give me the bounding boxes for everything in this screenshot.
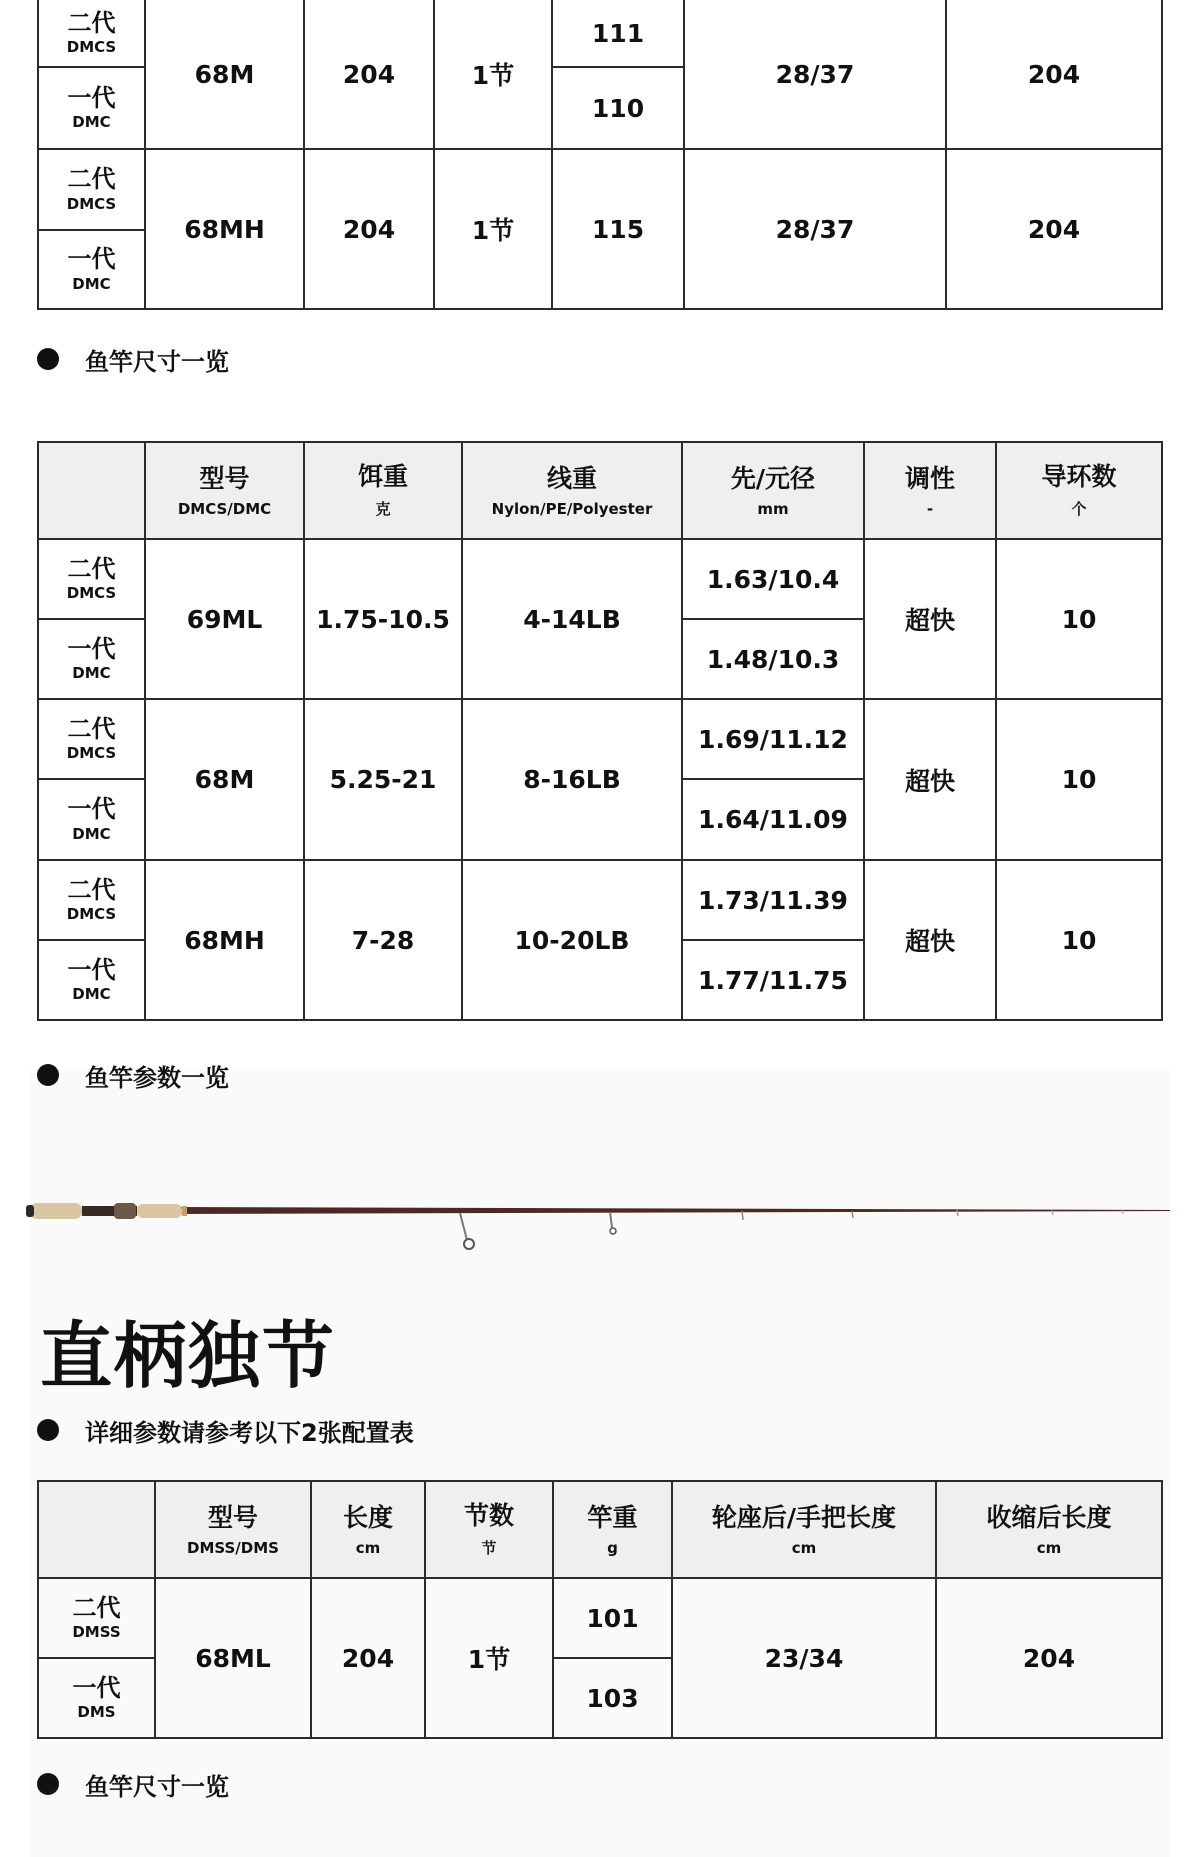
gen-cell: 一代 DMC: [38, 779, 145, 860]
sections-cell: 1节: [434, 149, 552, 309]
gen-cell: 一代 DMS: [38, 1658, 155, 1738]
diameter-cell: 1.69/11.12: [682, 699, 864, 779]
bullet-dot-icon: [37, 1419, 59, 1441]
header-cell: 调性 -: [864, 442, 996, 539]
gen-cell: 二代 DMCS: [38, 0, 145, 67]
action-cell: 超快: [864, 860, 996, 1020]
guides-cell: 10: [996, 539, 1162, 699]
length-cell: 204: [304, 149, 434, 309]
table-header-row: [38, 442, 1162, 539]
bullet-config-note: 详细参数请参考以下2张配置表: [37, 1414, 414, 1446]
action-cell: 超快: [864, 539, 996, 699]
action-cell: 超快: [864, 699, 996, 860]
closed-length-cell: 204: [946, 149, 1162, 309]
bullet-dot-icon: [37, 348, 59, 370]
gen-cell: 一代 DMC: [38, 67, 145, 149]
header-cell: 型号 DMCS/DMC: [145, 442, 304, 539]
closed-length-cell: 204: [946, 0, 1162, 149]
bullet-dot-icon: [37, 1064, 59, 1086]
length-cell: 204: [311, 1578, 425, 1738]
header-blank-cell: [38, 1481, 155, 1578]
length-cell: 204: [304, 0, 434, 149]
diameter-cell: 1.48/10.3: [682, 619, 864, 699]
weight-cell: 110: [552, 67, 684, 149]
diameter-cell: 1.77/11.75: [682, 940, 864, 1020]
lure-weight-cell: 5.25-21: [304, 699, 462, 860]
line-weight-cell: 10-20LB: [462, 860, 682, 1020]
section-title: 直柄独节: [40, 1313, 337, 1398]
straight-handle-size-table: [37, 1480, 1163, 1739]
table-row: [38, 699, 1162, 779]
guides-cell: 10: [996, 699, 1162, 860]
bullet-rod-size-2: 鱼竿尺寸一览: [37, 1768, 229, 1800]
rod-size-table-partial: [37, 0, 1163, 310]
model-cell: 68MH: [145, 860, 304, 1020]
model-cell: 68M: [145, 699, 304, 860]
seat-handle-cell: 23/34: [672, 1578, 936, 1738]
bullet-dot-icon: [37, 1773, 59, 1795]
header-cell: 型号 DMSS/DMS: [155, 1481, 311, 1578]
model-cell: 68M: [145, 0, 304, 149]
weight-cell: 115: [552, 149, 684, 309]
sections-cell: 1节: [425, 1578, 553, 1738]
lure-weight-cell: 7-28: [304, 860, 462, 1020]
weight-cell: 103: [553, 1658, 672, 1738]
gen-cell: 一代 DMC: [38, 619, 145, 699]
header-cell: 先/元径 mm: [682, 442, 864, 539]
fishing-rod-icon: [22, 1198, 1182, 1258]
header-cell: 饵重 克: [304, 442, 462, 539]
weight-cell: 111: [552, 0, 684, 67]
model-cell: 68MH: [145, 149, 304, 309]
sections-cell: 1节: [434, 0, 552, 149]
line-weight-cell: 8-16LB: [462, 699, 682, 860]
weight-cell: 101: [553, 1578, 672, 1658]
gen-cell: 二代 DMCS: [38, 539, 145, 619]
guides-cell: 10: [996, 860, 1162, 1020]
line-weight-cell: 4-14LB: [462, 539, 682, 699]
header-cell: 节数 节: [425, 1481, 553, 1578]
gen-cell: 一代 DMC: [38, 230, 145, 309]
diameter-cell: 1.63/10.4: [682, 539, 864, 619]
table-row: [38, 539, 1162, 619]
header-cell: 线重 Nylon/PE/Polyester: [462, 442, 682, 539]
header-cell: 竿重 g: [553, 1481, 672, 1578]
diameter-cell: 1.73/11.39: [682, 860, 864, 940]
header-cell: 导环数 个: [996, 442, 1162, 539]
table-row: [38, 149, 1162, 230]
seat-handle-cell: 28/37: [684, 149, 946, 309]
header-cell: 轮座后/手把长度 cm: [672, 1481, 936, 1578]
table-row: [38, 860, 1162, 940]
model-cell: 68ML: [155, 1578, 311, 1738]
gen-cell: 二代 DMCS: [38, 860, 145, 940]
seat-handle-cell: 28/37: [684, 0, 946, 149]
gen-cell: 一代 DMC: [38, 940, 145, 1020]
header-cell: 长度 cm: [311, 1481, 425, 1578]
gen-cell: 二代 DMCS: [38, 699, 145, 779]
gen-cell: 二代 DMCS: [38, 149, 145, 230]
closed-length-cell: 204: [936, 1578, 1162, 1738]
gen-cell: 二代 DMSS: [38, 1578, 155, 1658]
header-cell: 收缩后长度 cm: [936, 1481, 1162, 1578]
lure-weight-cell: 1.75-10.5: [304, 539, 462, 699]
bullet-rod-params: 鱼竿参数一览: [37, 1059, 229, 1091]
table-header-row: [38, 1481, 1162, 1578]
diameter-cell: 1.64/11.09: [682, 779, 864, 860]
rod-param-table: [37, 441, 1163, 1021]
table-row: [38, 1578, 1162, 1658]
model-cell: 69ML: [145, 539, 304, 699]
header-blank-cell: [38, 442, 145, 539]
table-row: [38, 0, 1162, 67]
bullet-rod-size: 鱼竿尺寸一览: [37, 343, 229, 375]
